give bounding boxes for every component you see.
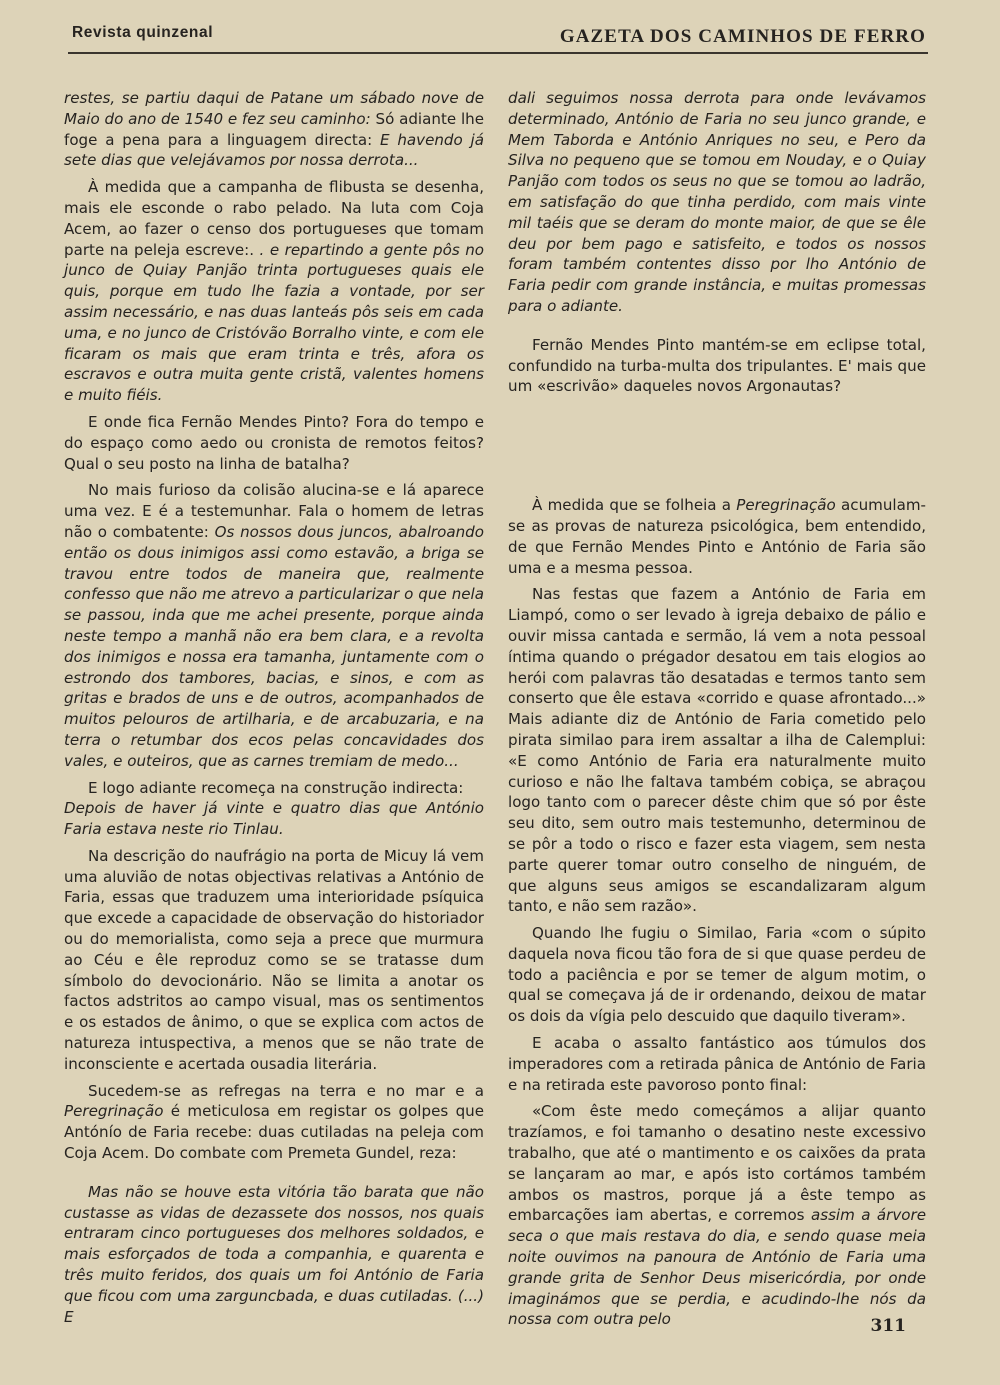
book-title: Peregrinação <box>736 496 836 515</box>
paragraph: E acaba o assalto fantástico aos túmulos dos imperadores com a retirada pânica de António de Faria e na retirada este pavoroso ponto final: <box>508 1034 926 1094</box>
paragraph: À medida que a campanha de flibusta se desenha, mais ele esconde o rabo pelado. Na luta com Coja Acem, ao fazer o censo dos portugueses que tomam parte na peleja escreve:. . e repartindo a gente pôs no junco de Quiay Panjão trinta portugueses quais ele quis, porque em tudo lhe fazia a vontade, por ser assim necessário, e nas duas lanteás pôs seis em cada uma, e no junco de Cristóvão Borralho vinte, e com ele ficaram os mais que eram trinta e três, afora os escravos e outra muita gente cristã, valentes homens e muito fiéis. <box>64 178 484 405</box>
paragraph: Na descrição do naufrágio na porta de Micuy lá vem uma aluvião de notas objectivas relativas a António de Faria, essas que traduzem uma interioridade psíquica que excede a capacidade de observação do historiador ou do memorialista, como seja a prece que murmura ao Céu e êle reproduz como se se tratasse dum símbolo do devocionário. Não se limita a anotar os factos adstritos ao campo visual, mas os sentimentos e os estados de ânimo, o que se explica com actos de natureza intuspectiva, a menos que se não trate de inconsciente e acertada ousadia literária. <box>64 846 484 1073</box>
right-column <box>508 88 926 1336</box>
running-header-left: Revista quinzenal <box>72 24 214 41</box>
page-number: 311 <box>870 1316 906 1336</box>
paragraph: Sucedem-se as refregas na terra e no mar e a Peregrinação é meticulosa em registar os golpes que Antónío de Faria recebe: duas cutiladas na peleja com Coja Acem. Do combate com Premeta Gundel, reza: <box>64 1081 484 1163</box>
quote-paragraph: Mas não se houve esta vitória tão barata que não custasse as vidas de dezassete dos nossos, nos quais entraram cinco portugueses dos melhores soldados, e mais esforçados de toda a companhia, e quarenta e três muito feridos, dos quais um foi António de Faria que ficou com uma zarguncbada, e duas cutiladas. (...) E <box>64 1182 484 1326</box>
paragraph: À medida que se folheia a Peregrinação acumulam-se as provas de natureza psicológica, bem entendido, de que Fernão Mendes Pinto e António de Faria são uma e a mesma pessoa. <box>508 496 926 577</box>
paragraph: E onde fica Fernão Mendes Pinto? Fora do tempo e do espaço como aedo ou cronista de remotos feitos? Qual o seu posto na linha de batalha? <box>64 412 484 473</box>
quote-text: restes, se partiu daqui de Patane um sábado nove de Maio do ano de 1540 e fez seu caminho: <box>64 89 484 128</box>
header-rule <box>68 52 928 54</box>
paragraph: Quando lhe fugiu o Similao, Faria «com o súpito daquela nova ficou tão fora de si que quase perdeu de todo a paciência e por se temer de algum motim, o qual se começava já de ir ordenando, deixou de matar os dois da vígia pelo descuido que daquilo tiveram». <box>508 924 926 1026</box>
quote-paragraph: dali seguimos nossa derrota para onde levávamos determinado, António de Faria no seu junco grande, e Mem Taborda e António Anriques no seu, e Pero da Silva no pequeno que se tomou em Nouday, e o Quiay Panjão com todos os seus no que se tomou ao ladrão, em satisfação do que tinha perdido, com mais vinte mil taéis que se deram do monte maior, de que se êle deu por bem pago e satisfeito, e todos os nossos foram também contentes disso por lho António de Faria pedir com grande instância, e muitas promessas para o adiante. <box>508 89 926 315</box>
quote-text: . e repartindo a gente pôs no junco de Quiay Panjão trinta portugueses quais ele quis, porque em tudo lhe fazia a vontade, por ser assim necessário, e nas duas lanteás pôs seis em cada uma, e no junco de Cristóvão Borralho vinte, e com ele ficaram os mais que eram trinta e três, afora os escravos e outra muita gente cristã, valentes homens e muito fiéis. <box>64 240 484 405</box>
book-title: Peregrinação <box>64 1102 164 1121</box>
quote-text: Depois de haver já vinte e quatro dias que António Faria estava neste rio Tinlau. <box>64 799 484 839</box>
paragraph: E logo adiante recomeça na construção indirecta: Depois de haver já vinte e quatro dias que António Faria estava neste rio Tinlau. <box>64 778 484 839</box>
running-header-right: GAZETA DOS CAMINHOS DE FERRO <box>559 26 926 47</box>
paragraph: «Com êste medo começámos a alijar quanto trazíamos, e foi tamanho o desatino neste excessivo trabalho, que até o mantimento e os caixões da prata se lançaram ao mar, e após isto cortámos também ambos os mastros, porque já a êste tempo as embarcações iam abertas, e corremos assim a árvore seca o que mais restava do dia, e sendo quase meia noite ouvimos na panoura de António de Faria uma grande grita de Senhor Deus misericórdia, por onde imaginámos que se perdia, e acudindo-lhe nós da nossa com outra pelo <box>508 1102 926 1329</box>
quote-text: assim a árvore seca o que mais restava do dia, e sendo quase meia noite ouvimos na panoura de António de Faria uma grande grita de Senhor Deus misericórdia, por onde imaginámos que se perdia, e acudindo-lhe nós da nossa com outra pelo <box>508 1206 926 1329</box>
paragraph: Fernão Mendes Pinto mantém-se em eclipse total, confundido na turba-multa dos tripulantes. E' mais que um «escrivão» daqueles novos Argonautas? <box>508 335 926 396</box>
paragraph: Nas festas que fazem a António de Faria em Liampó, como o ser levado à igreja debaixo de pálio e ouvir missa cantada e sermão, lá vem a nota pessoal íntima quando o prégador desatou em tais elogios ao herói com palavras tão desatadas e termos tanto sem conserto que êle estava «corrido e quase afrontado...» Mais adiante diz de António de Faria cometido pelo pirata similao para irem assaltar a ilha de Calemplui: «E como António de Faria era naturalmente muito curioso e não lhe faltava também cobiça, se abraçou logo tanto com o parecer dêste chim que só por êste seu dito, sem outro mais testemunho, determinou de se pôr a todo o risco e fazer esta viagem, sem nesta parte querer tomar outro conselho de ninguém, de que alguns seus amigos se escandalizaram algum tanto, e não sem razão». <box>508 585 926 916</box>
left-column <box>64 88 484 1333</box>
quote-text: E havendo já sete dias que velejávamos por nossa derrota... <box>64 130 485 170</box>
paragraph: restes, se partiu daqui de Patane um sábado nove de Maio do ano de 1540 e fez seu caminho: Só adiante lhe foge a pena para a linguagem directa: E havendo já sete dias que velejávamos por nossa derrota... <box>64 89 485 170</box>
paragraph: No mais furioso da colisão alucina-se e lá aparece uma vez. E é a testemunhar. Fala o homem de letras não o combatente: Os nossos dous juncos, abalroando então os dous inimigos assi como estavão, a briga se travou entre todos de maneira que, realmente confesso que não me atrevo a particularizar o que nela se passou, inda que me achei presente, porque ainda neste tempo a manhã não era bem clara, e a revolta dos inimigos e nossa era tamanha, juntamente com o estrondo dos tambores, bacias, e sinos, e com as gritas e brados de uns e de outros, acompanhados de muitos pelouros de artilharia, e de arcabuzaria, e na terra o retumbar dos ecos pelas concavidades dos vales, e outeiros, que as carnes tremiam de medo... <box>64 481 484 770</box>
quote-text: Os nossos dous juncos, abalroando então os dous inimigos assi como estavão, a briga se travou entre todos de maneira que, realmente confesso que não me atrevo a particularizar o que nela se passou, inda que me achei presente, porque ainda neste tempo a manhã não era bem clara, e a revolta dos inimigos e nossa era tamanha, juntamente com o estrondo dos tambores, bacias, e sinos, e com as gritas e brados de uns e de outros, acompanhados de muitos pelouros de artilharia, e de arcabuzaria, e na terra o retumbar dos ecos pelas concavidades dos vales, e outeiros, que as carnes tremiam de medo... <box>64 522 484 770</box>
